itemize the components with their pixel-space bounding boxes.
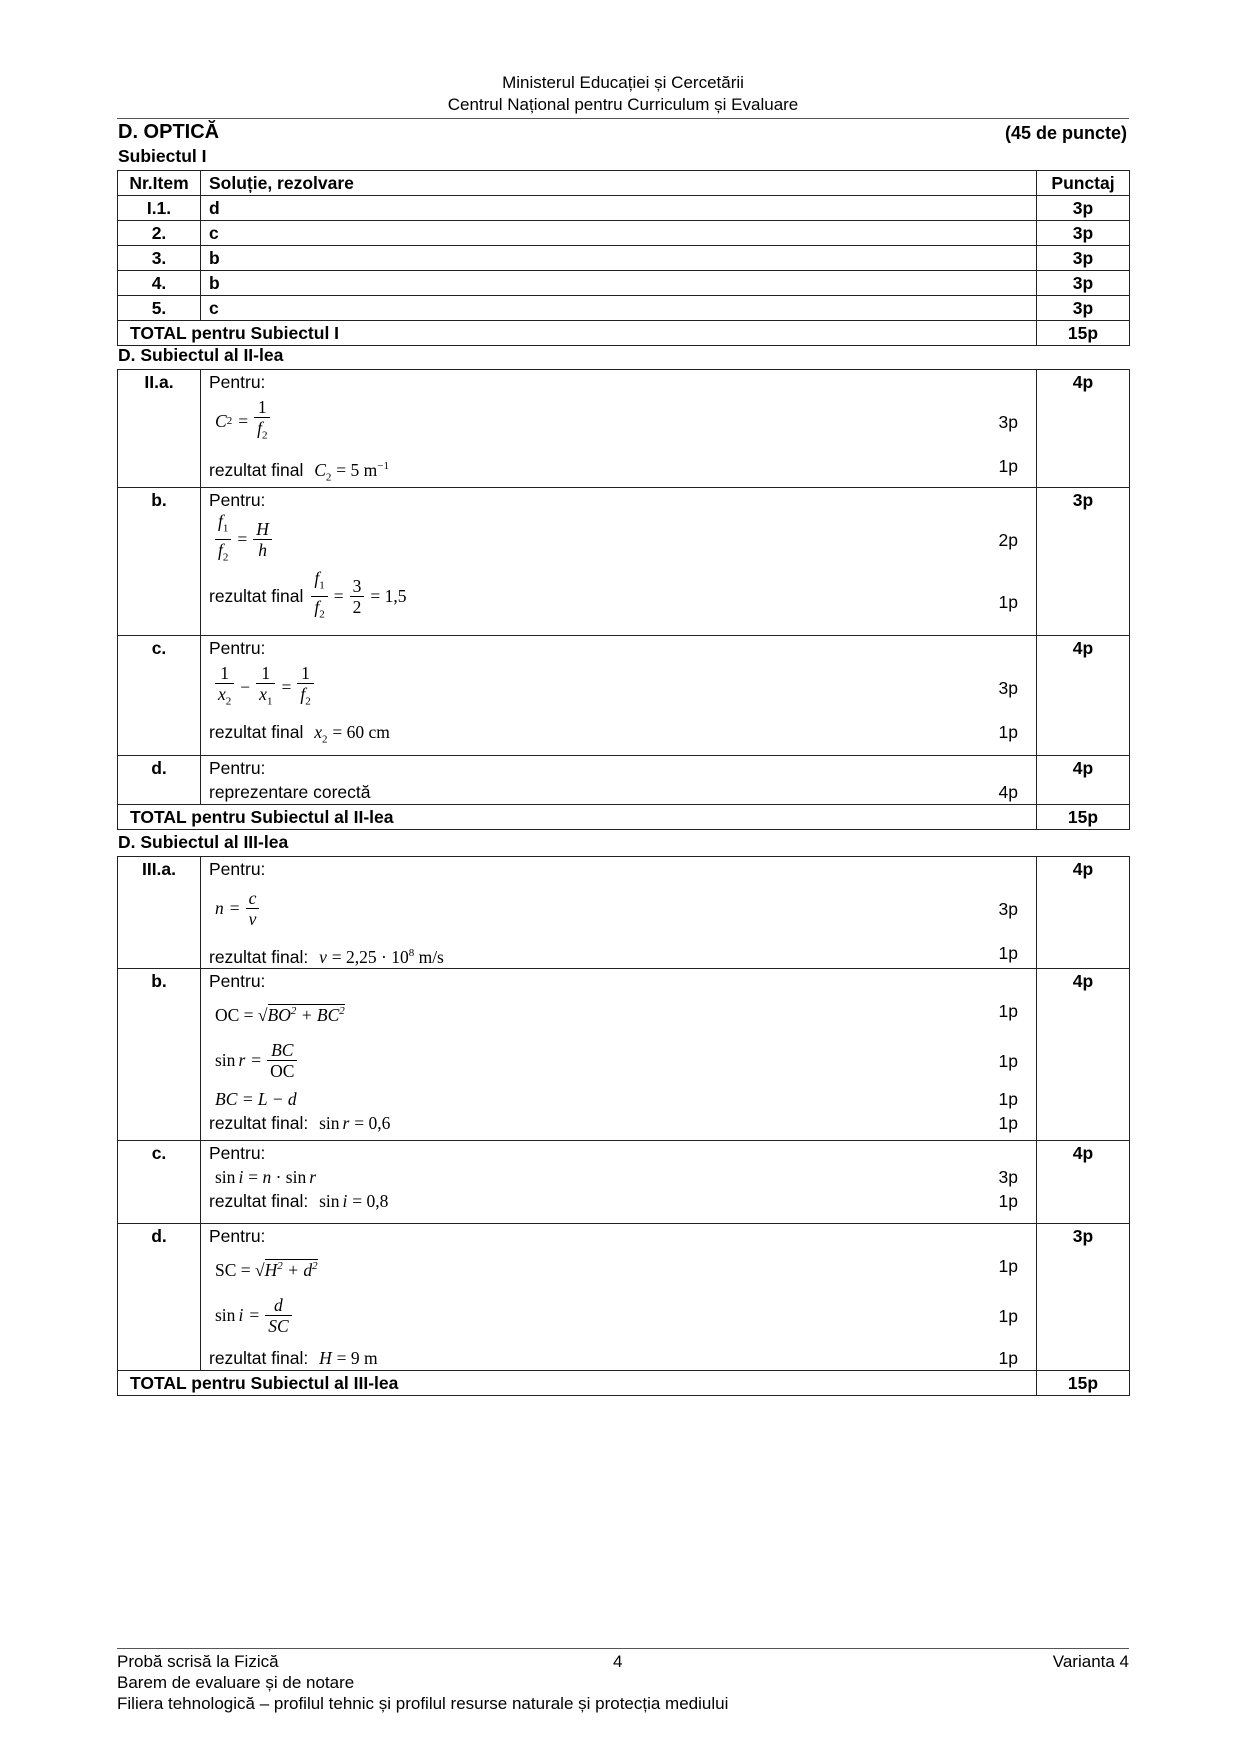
result-value: = 0,6 (354, 1113, 391, 1133)
pentru-label: Pentru: (209, 372, 266, 392)
item-number: b. (118, 488, 201, 636)
formula-row (209, 881, 1028, 935)
item-number: 2. (118, 221, 201, 246)
item-solution (201, 370, 1037, 488)
formula-symbol: i (238, 1305, 244, 1325)
item-points: 4p (1037, 370, 1130, 488)
result-value: = 9 m (336, 1348, 378, 1368)
total-row (118, 1371, 1130, 1396)
table-row (118, 221, 1130, 246)
formula-text: sin (215, 1167, 236, 1187)
subject2-table (117, 369, 1130, 830)
solution-row (209, 780, 1028, 804)
formula-text: = (248, 1167, 263, 1187)
fraction-denominator: 2 (352, 596, 362, 617)
item-number: 5. (118, 296, 201, 321)
result-symbol: i (342, 1191, 348, 1211)
footer-page-number: 4 (613, 1652, 623, 1671)
result-value: = 2,25 · 10 (331, 946, 409, 967)
col-header-points: Punctaj (1037, 171, 1130, 196)
result-label: rezultat final: (209, 1191, 309, 1211)
result-label: rezultat final: (209, 1113, 309, 1133)
formula-row (209, 512, 1028, 566)
subject1-title: Subiectul I (118, 146, 207, 166)
total-row (118, 805, 1130, 830)
table-row (118, 271, 1130, 296)
equals-sign: = (229, 898, 240, 918)
footer-variant: Varianta 4 (1052, 1652, 1129, 1671)
solution-text: reprezentare corectă (209, 782, 371, 802)
section-points: (45 de puncte) (1004, 123, 1127, 143)
subject2-title: D. Subiectul al II-lea (118, 345, 284, 365)
pentru-label: Pentru: (209, 490, 266, 510)
item-answer: c (201, 221, 1037, 246)
fraction: $\frac{1}{x_1}$ (256, 663, 275, 712)
fraction: $\frac{d}{SC}$ (265, 1295, 291, 1336)
formula-text: OC = √ (215, 1004, 268, 1025)
pentru-label: Pentru: (209, 971, 266, 991)
fraction: $\frac{c}{v}$ (246, 888, 260, 929)
result-value: = 60 cm (332, 722, 390, 742)
item-answer: b (201, 271, 1037, 296)
table-row (118, 969, 1130, 1141)
equals-sign: = (333, 586, 344, 606)
result-row (209, 941, 1028, 965)
item-answer: d (201, 196, 1037, 221)
result-label: rezultat final: (209, 1348, 309, 1368)
item-number: b. (118, 969, 201, 1141)
result-row (209, 1346, 1028, 1370)
table-row (118, 1141, 1130, 1224)
item-number: I.1. (118, 196, 201, 221)
item-points: 3p (1037, 221, 1130, 246)
fraction-denominator: f (257, 417, 262, 438)
result-label: rezultat final (209, 459, 304, 480)
total-label: TOTAL pentru Subiectul al III-lea (118, 1371, 1037, 1396)
item-points: 3p (1037, 488, 1130, 636)
formula-text: SC = √ (215, 1259, 265, 1280)
table-row (118, 370, 1130, 488)
item-number: II.a. (118, 370, 201, 488)
result-symbol: r (342, 1113, 350, 1133)
table-row (118, 857, 1130, 969)
equals-sign: = (281, 677, 292, 697)
fraction: $\frac{f_1}{f_2}$ (311, 568, 327, 624)
result-label: rezultat final (209, 722, 304, 742)
formula-row (209, 1288, 1028, 1342)
result-value: = 5 m (336, 459, 378, 480)
result-points: 1p (998, 592, 1018, 612)
pentru-label: Pentru: (209, 1143, 266, 1163)
item-number: 4. (118, 271, 201, 296)
table-row (118, 1224, 1130, 1371)
result-symbol: C (314, 459, 326, 480)
result-row (209, 1189, 1028, 1213)
equals-sign: = (238, 411, 249, 431)
fraction-numerator: 3 (350, 576, 365, 597)
equals-sign: = (251, 1050, 262, 1070)
item-points: 4p (1037, 756, 1130, 805)
equals-sign: = (249, 1305, 260, 1325)
footer-line2: Barem de evaluare și de notare (117, 1673, 355, 1692)
result-row (209, 454, 1028, 484)
fraction (350, 576, 365, 617)
subject3-table (117, 856, 1130, 1396)
result-symbol: v (319, 946, 327, 967)
total-points: 15p (1037, 805, 1130, 830)
result-points: 1p (998, 1191, 1018, 1211)
fraction-numerator: 1 (254, 397, 270, 418)
formula-symbol: r (309, 1167, 316, 1187)
item-points: 4p (1037, 969, 1130, 1141)
footer-line1 (117, 1652, 1129, 1672)
table-row (118, 296, 1130, 321)
total-points: 15p (1037, 321, 1130, 346)
result-symbol: x (314, 722, 323, 742)
table-row (118, 196, 1130, 221)
subject3-title: D. Subiectul al III-lea (118, 832, 289, 852)
result-symbol: sin (319, 1113, 340, 1133)
result-row (209, 566, 1028, 626)
total-row (118, 321, 1130, 346)
result-row (209, 1111, 1028, 1135)
pentru-label: Pentru: (209, 638, 266, 658)
result-value: = 0,8 (352, 1191, 389, 1211)
radicand: $BO^2 + BC^2$ (267, 1004, 345, 1025)
item-points: 4p (1037, 636, 1130, 756)
col-header-item: Nr.Item (118, 171, 201, 196)
table-row (118, 636, 1130, 756)
formula-row (209, 993, 1028, 1033)
formula-points: 1p (998, 1256, 1018, 1276)
table-header-row (118, 171, 1130, 196)
pentru-label: Pentru: (209, 758, 266, 778)
formula-points: 2p (998, 530, 1018, 550)
formula-subscript: 2 (226, 415, 233, 427)
fraction: $\frac{BC}{OC}$ (267, 1040, 297, 1081)
formula-row (209, 1248, 1028, 1288)
formula-text: sin (215, 1050, 236, 1070)
fraction (254, 397, 270, 446)
formula-text: · sin (271, 1167, 307, 1187)
fraction: $\frac{1}{x_2}$ (215, 663, 234, 712)
item-points: 3p (1037, 296, 1130, 321)
pentru-label: Pentru: (209, 1226, 266, 1246)
item-solution (201, 1141, 1037, 1224)
section-title: D. OPTICĂ (118, 121, 220, 143)
formula-symbol: C (215, 411, 227, 431)
formula-symbol: i (238, 1167, 244, 1187)
item-solution (201, 636, 1037, 756)
item-solution (201, 969, 1037, 1141)
result-symbol: H (319, 1348, 332, 1368)
result-points: 1p (998, 456, 1018, 476)
result-points: 1p (998, 943, 1018, 963)
formula-points: 1p (998, 1306, 1018, 1326)
item-number: III.a. (118, 857, 201, 969)
formula-symbol: n (215, 898, 224, 918)
footer-rule (117, 1648, 1129, 1649)
formula-row (209, 1087, 1028, 1111)
formula-points: 3p (998, 899, 1018, 919)
header-rule (117, 118, 1129, 119)
formula-points: 3p (998, 1167, 1018, 1187)
result-symbol: sin (319, 1191, 340, 1211)
equals-sign: = (237, 529, 248, 549)
item-solution (201, 488, 1037, 636)
item-number: d. (118, 1224, 201, 1371)
item-points: 4p (1037, 1141, 1130, 1224)
item-answer: c (201, 296, 1037, 321)
formula-row (209, 1033, 1028, 1087)
item-solution (201, 756, 1037, 805)
subject1-table (117, 170, 1130, 346)
footer-exam: Probă scrisă la Fizică (117, 1652, 279, 1671)
total-label: TOTAL pentru Subiectul al II-lea (118, 805, 1037, 830)
result-exponent: −1 (377, 460, 389, 472)
item-number: c. (118, 636, 201, 756)
item-number: 3. (118, 246, 201, 271)
item-solution (201, 857, 1037, 969)
result-label: rezultat final: (209, 946, 309, 967)
item-points: 3p (1037, 1224, 1130, 1371)
col-header-solution: Soluție, rezolvare (201, 171, 1037, 196)
result-unit: m/s (414, 946, 444, 967)
item-points: 3p (1037, 246, 1130, 271)
radicand: $H^2 + d^2$ (264, 1259, 318, 1280)
formula-row (209, 1165, 1028, 1189)
result-value: = 1,5 (370, 586, 407, 606)
formula-text: BC = L − d (215, 1089, 297, 1109)
pentru-label: Pentru: (209, 859, 266, 879)
result-points: 1p (998, 1113, 1018, 1133)
item-number: d. (118, 756, 201, 805)
item-points: 4p (1037, 857, 1130, 969)
item-points: 3p (1037, 196, 1130, 221)
result-subscript: 2 (325, 471, 332, 484)
total-label: TOTAL pentru Subiectul I (118, 321, 1037, 346)
formula-points: 1p (998, 1089, 1018, 1109)
total-points: 15p (1037, 1371, 1130, 1396)
table-row (118, 756, 1130, 805)
formula-symbol: r (238, 1050, 246, 1070)
formula-row (209, 660, 1028, 714)
formula-points: 1p (998, 1001, 1018, 1021)
result-points: 1p (998, 1348, 1018, 1368)
table-row (118, 246, 1130, 271)
minus-sign: − (240, 677, 251, 697)
formula-text: sin (215, 1305, 236, 1325)
formula-points: 1p (998, 1051, 1018, 1071)
fraction: $\frac{H}{h}$ (253, 519, 272, 560)
formula-points: 3p (998, 412, 1018, 432)
header-center: Centrul Național pentru Curriculum și Evaluare (447, 95, 799, 114)
formula-points: 3p (998, 678, 1018, 698)
formula-row (209, 394, 1028, 448)
fraction: $\frac{1}{f_2}$ (297, 663, 313, 712)
result-exponent: 8 (408, 947, 415, 959)
item-solution (201, 1224, 1037, 1371)
result-subscript: 2 (322, 733, 328, 746)
formula-symbol: n (262, 1167, 272, 1187)
footer-line3: Filiera tehnologică – profilul tehnic și profilul resurse naturale și protecția mediului (117, 1694, 729, 1713)
item-answer: b (201, 246, 1037, 271)
item-number: c. (118, 1141, 201, 1224)
fraction: $\frac{f_1}{f_2}$ (215, 511, 231, 567)
item-points: 3p (1037, 271, 1130, 296)
formula-subscript: 2 (261, 429, 268, 442)
result-label: rezultat final (209, 586, 304, 606)
header-ministry: Ministerul Educației și Cercetării (502, 73, 744, 92)
result-points: 1p (998, 722, 1018, 742)
result-row (209, 720, 1028, 744)
solution-points: 4p (998, 782, 1018, 802)
table-row (118, 488, 1130, 636)
